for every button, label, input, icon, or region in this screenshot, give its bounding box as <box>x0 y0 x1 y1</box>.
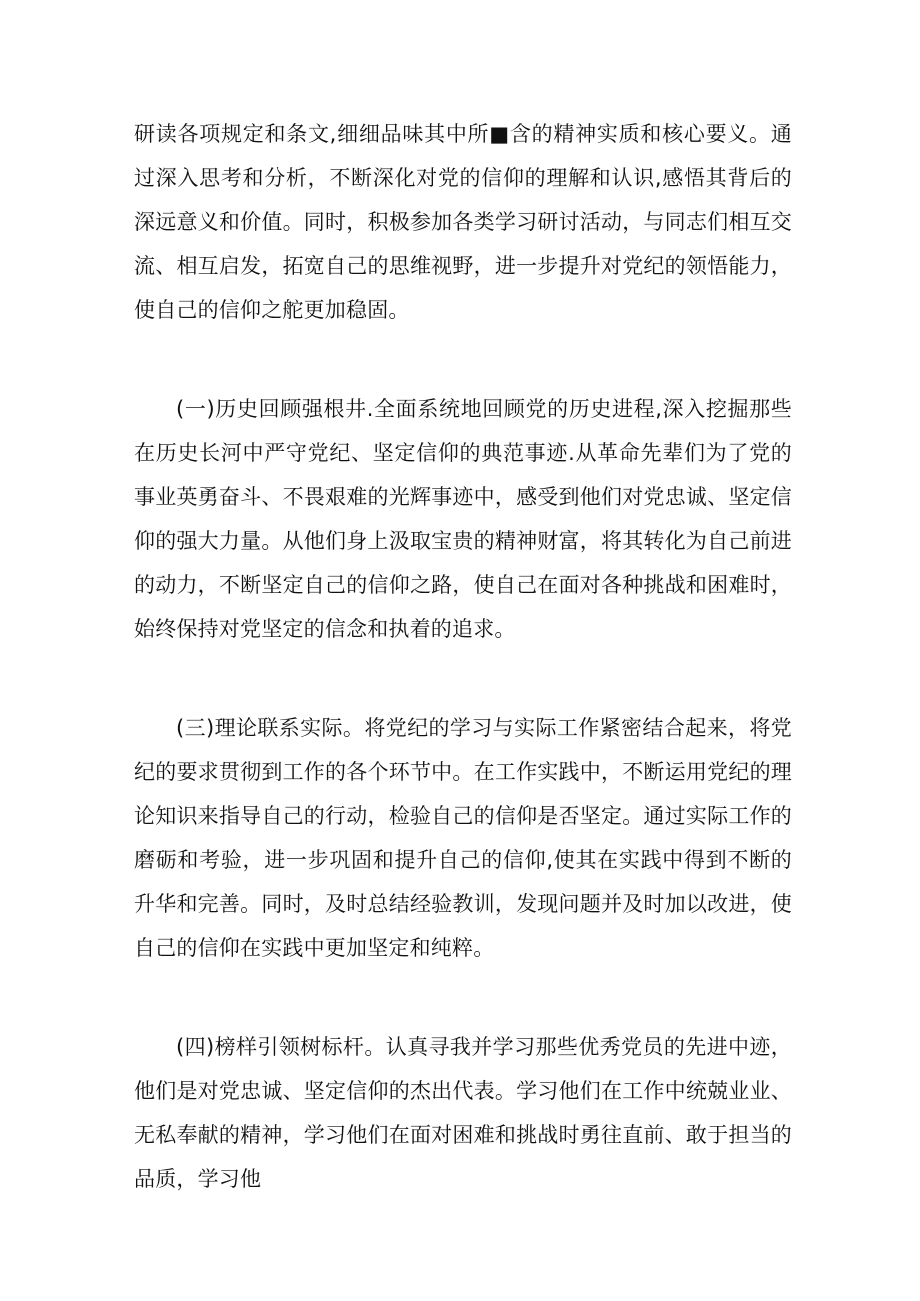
paragraph-study: 研读各项规定和条文,细细品味其中所■含的精神实质和核心要义。通过深入思考和分析，不断深化对党的信仰的理解和认识,感悟其背后的深远意义和价值。同时，积极参加各类学习研讨活动，与同志们相互交流、相互启发，拓宽自己的思维视野，进一步提升对党纪的领悟能力，使自己的信仰之舵更加稳固。 <box>134 122 792 322</box>
paragraph-gap <box>134 651 792 706</box>
paragraph-theory-practice: (三)理论联系实际。将党纪的学习与实际工作紧密结合起来，将党纪的要求贯彻到工作的各个环节中。在工作实践中，不断运用党纪的理论知识来指导自己的行动，检验自己的信仰是否坚定。通过实际工作的磨砺和考验，进一步巩固和提升自己的信仰,使其在实践中得到不断的升华和完善。同时，及时总结经验教训，发现问题并及时加以改进，使自己的信仰在实践中更加坚定和纯粹。 <box>134 716 792 960</box>
paragraph-role-models: (四)榜样引领树标杆。认真寻我并学习那些优秀党员的先进中迹，他们是对党忠诚、坚定信仰的杰出代表。学习他们在工作中统兢业业、无私奉献的精神，学习他们在面对困难和挑战时勇往直前、敢于担当的品质，学习他 <box>134 1035 792 1191</box>
paragraph-gap <box>134 332 792 387</box>
paragraph-history-review: (一)历史回顾强根井.全面系统地回顾党的历史进程,深入挖掘那些在历史长河中严守党纪、坚定信仰的典范事迹.从革命先辈们为了党的事业英勇奋斗、不畏艰难的光辉事迹中，感受到他们对党忠诚、坚定信仰的强大力量。从他们身上汲取宝贵的精神财富，将其转化为自己前进的动力，不断坚定自己的信仰之路，使自己在面对各种挑战和困难时，始终保持对党坚定的信念和执着的追求。 <box>134 397 792 641</box>
paragraph-gap <box>134 970 792 1025</box>
